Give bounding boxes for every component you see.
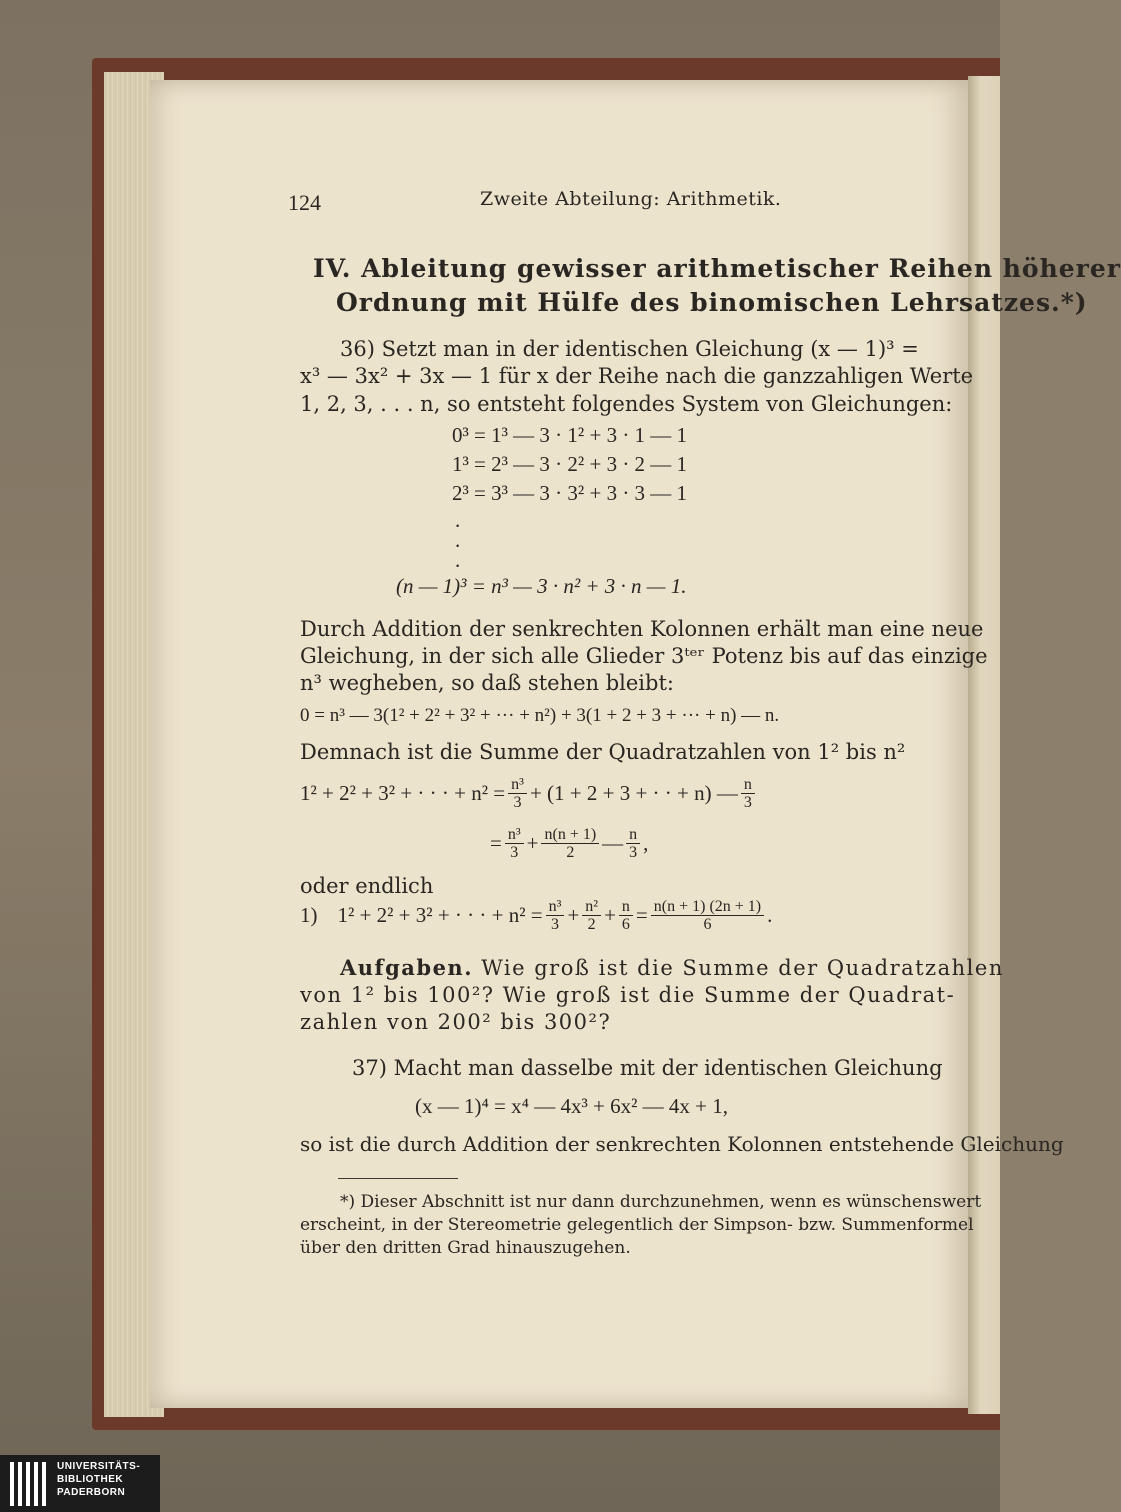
library-name-line2: BIBLIOTHEK [57,1474,124,1485]
fraction-n2-over-2: $\frac{\text{n²}}{2}$ [582,898,601,933]
page-number: 124 [288,190,321,215]
footnote-line3: über den dritten Grad hinauszugehen. [300,1238,631,1258]
fraction-nn1-over-2: $\frac{n(n + 1)}{2}$ [541,826,599,861]
formula-label: 1) [300,903,318,927]
library-name-line3: PADERBORN [57,1487,126,1498]
fraction-n3-over-3: $\frac{\text{n³}}{3}$ [546,898,565,933]
fraction-n3-over-3: $\frac{\text{n³}}{3}$ [505,826,524,861]
plus-sign: + [526,831,539,855]
aufgaben-label: Aufgaben. [340,955,474,980]
minus-sign: — [602,831,624,855]
system-eqn: (n — 1)³ = n³ — 3 · n² + 3 · n — 1. [396,574,687,598]
running-head: Zweite Abteilung: Arithmetik. [480,188,782,210]
system-eq2: 1³ = 2³ — 3 · 2² + 3 · 2 — 1 [452,452,688,476]
final-lhs: 1² + 2² + 3² + · · · + n² = [337,903,543,927]
sum-formula-line1 [300,776,758,811]
para37-line1: 37) Macht man dasselbe mit der identischen Gleichung [352,1056,943,1080]
aufgaben-line3: zahlen von 200² bis 300²? [300,1010,612,1034]
library-logo-icon [10,1462,50,1506]
para37-equation: (x — 1)⁴ = x⁴ — 4x³ + 6x² — 4x + 1, [415,1094,729,1118]
footnote-rule [338,1178,458,1179]
para37-line2: so ist die durch Addition der senkrechten Kolonnen entstehende Gleichung [300,1132,1064,1156]
addition-equation: 0 = n³ — 3(1² + 2² + 3² + ··· + n²) + 3(1 + 2 + 3 + ··· + n) — n. [300,705,780,726]
section-title-line1: IV. Ableitung gewisser arithmetischer Reihen höherer [313,254,1121,283]
system-dot2: . [455,528,461,552]
para36-line2: x³ — 3x² + 3x — 1 für x der Reihe nach die ganzzahligen Werte [300,364,974,388]
fraction-n-over-6: $\frac{n}{6}$ [619,898,633,933]
addition-line1: Durch Addition der senkrechten Kolonnen erhält man eine neue [300,617,984,641]
sum-mid: + (1 + 2 + 3 + · · + n) — [529,781,738,805]
addition-line2: Gleichung, in der sich alle Glieder 3ᵗᵉʳ Potenz bis auf das einzige [300,644,988,668]
system-dot1: . [455,508,461,532]
system-eq3: 2³ = 3³ — 3 · 3² + 3 · 3 — 1 [452,481,688,505]
aufgaben-line1 [340,955,1004,980]
sum-formula-line2 [490,826,648,861]
equals-sign: = [490,831,502,855]
aufgaben-line2: von 1² bis 100²? Wie groß ist die Summe der Quadrat- [300,983,956,1007]
system-eq1: 0³ = 1³ — 3 · 1² + 3 · 1 — 1 [452,423,688,447]
equals-sign: = [635,903,648,927]
period: . [767,903,773,927]
library-name-line1: UNIVERSITÄTS- [57,1461,141,1472]
fraction-n-over-3: $\frac{n}{3}$ [626,826,640,861]
sum-lhs: 1² + 2² + 3² + · · · + n² = [300,781,506,805]
plus-sign: + [604,903,616,927]
fraction-final: $\frac{n(n + 1) (2n + 1)}{6}$ [651,898,764,933]
aufgaben-text: Wie groß ist die Summe der Quadratzahlen [481,956,1004,980]
footnote-line1: *) Dieser Abschnitt ist nur dann durchzunehmen, wenn es wünschenswert [340,1192,982,1212]
system-dot3: . [455,548,461,572]
para36-line1: 36) Setzt man in der identischen Gleichung (x — 1)³ = [340,337,919,361]
plus-sign: + [567,903,580,927]
final-formula [300,898,772,933]
section-title-line2: Ordnung mit Hülfe des binomischen Lehrsatzes.*) [336,288,1088,317]
footnote-line2: erscheint, in der Stereometrie gelegentlich der Simpson- bzw. Summenformel [300,1215,974,1235]
fraction-n-over-3: $\frac{n}{3}$ [741,776,755,811]
demnach-line: Demnach ist die Summe der Quadratzahlen von 1² bis n² [300,740,906,764]
oder-endlich: oder endlich [300,874,434,898]
addition-line3: n³ wegheben, so daß stehen bleibt: [300,671,674,695]
fraction-n3-over-3: $\frac{\text{n³}}{3}$ [508,776,527,811]
comma: , [643,831,649,855]
para36-line3: 1, 2, 3, . . . n, so entsteht folgendes System von Gleichungen: [300,392,953,416]
